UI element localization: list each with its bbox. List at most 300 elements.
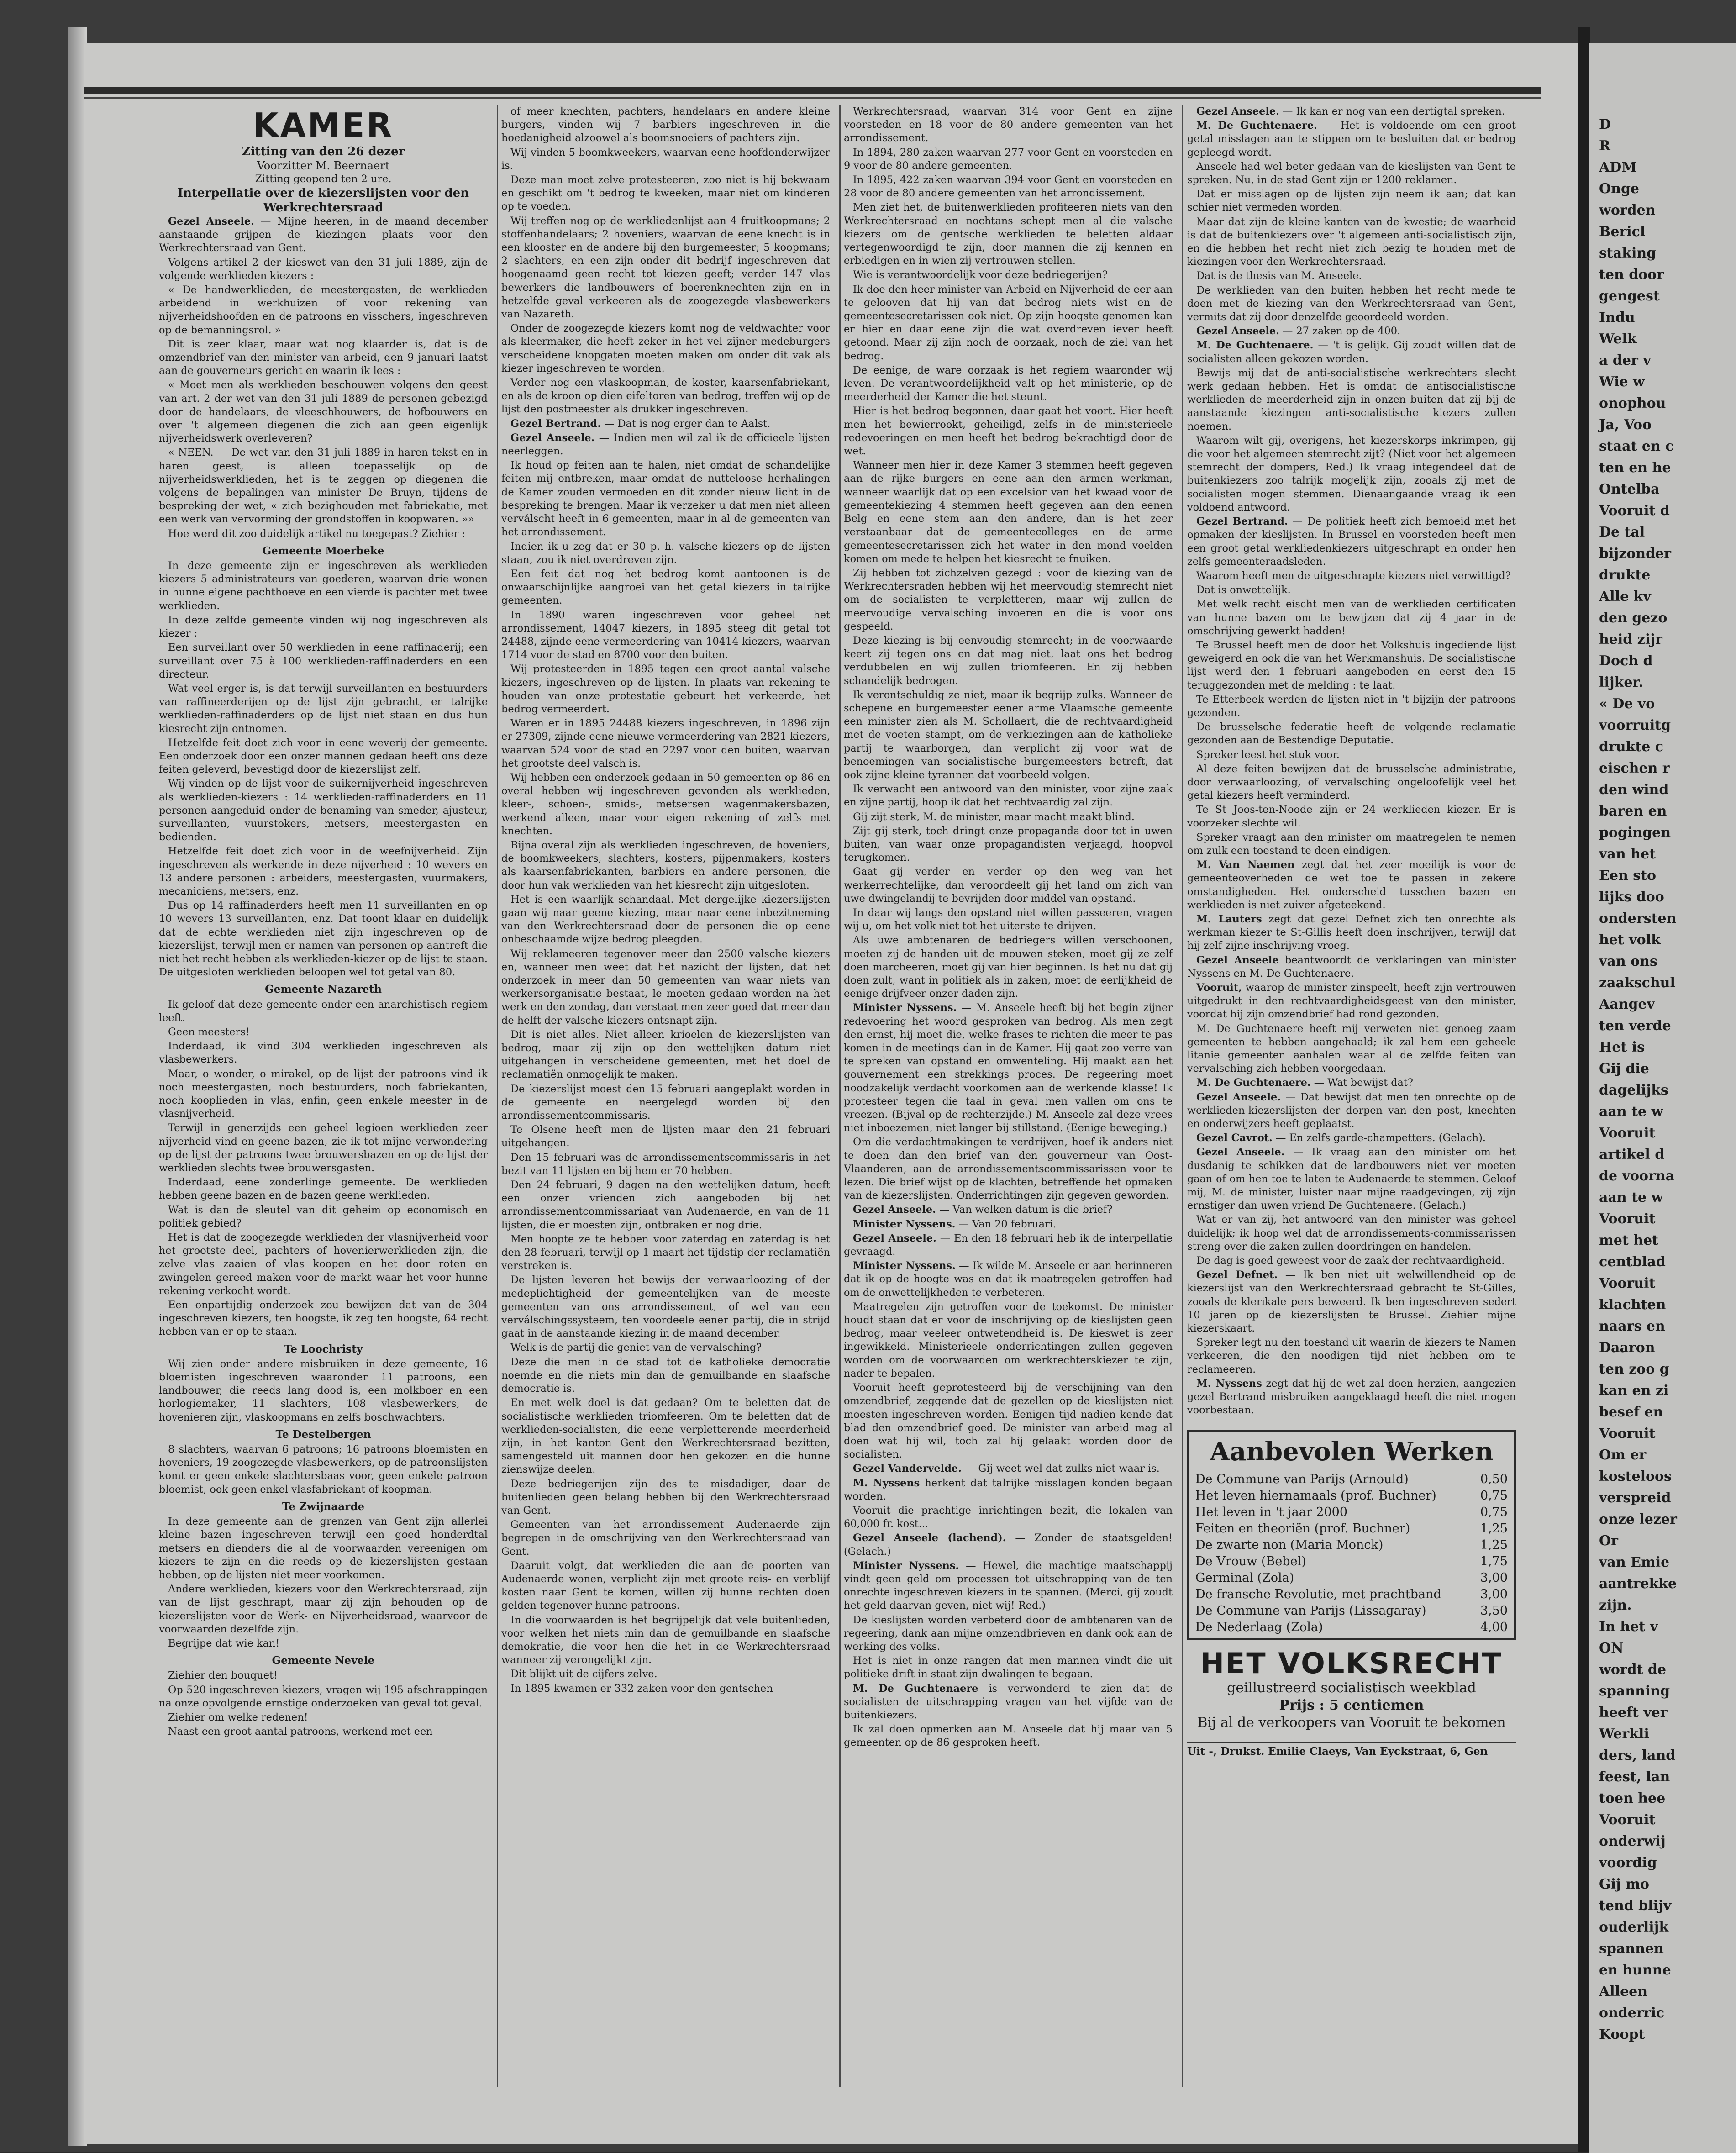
paragraph: [844, 1203, 1173, 1216]
speech-text: zegt dat het zeer moeilijk is voor de gemeenteoverheden de wet toe te passen in zekere omstandigheden. Het onderscheid tusschen bazen en werklieden is niet zuiver afgeteekend.: [1187, 859, 1516, 911]
paragraph: Te St Joos-ten-Noode zijn er 24 werklieden kiezer. Er is voorzeker slechte wil.: [1187, 804, 1516, 829]
speech-text: — Dat is nog erger dan te Aalst.: [600, 417, 771, 430]
column-rule: [839, 105, 841, 2087]
paragraph: [1187, 1091, 1516, 1131]
column-3-body: [844, 105, 1173, 1750]
speaker-name: M. De Guchtenaere.: [1196, 339, 1314, 352]
book-title: De Nederlaag (Zola): [1195, 1620, 1323, 1634]
book-title: De fransche Revolutie, met prachtband: [1195, 1587, 1441, 1601]
paragraph: Op 520 ingeschreven kiezers, vragen wij 195 afschrappingen na onze opvolgende ernstige onderzoeken van geval tot geval.: [159, 1684, 488, 1709]
paragraph: In deze zelfde gemeente vinden wij nog ingeschreven als kiezer :: [159, 614, 488, 640]
adjacent-page-text: a der v: [1599, 353, 1651, 368]
paragraph: In deze gemeente aan de grenzen van Gent zijn allerlei kleine bazen ingeschreven terwijl een goed honderdtal metsers en dienders die al de voorwaarden vereenigen om kiezers te zijn en die reeds op de kiezerslijsten gestaan hebben, op de lijsten niet meer voorkomen.: [159, 1516, 488, 1581]
adjacent-page-text: spannen: [1599, 1941, 1664, 1957]
paragraph: [844, 1232, 1173, 1258]
book-title: De zwarte non (Maria Monck): [1195, 1537, 1384, 1552]
adjacent-page-text: dagelijks: [1599, 1082, 1668, 1098]
paragraph: of meer knechten, pachters, handelaars en andere kleine burgers, vinden wij 7 barbiers ingeschreven in die hoedanigheid alzoowel als boomsnoeiers of pachters zijn.: [501, 105, 830, 144]
speaker-name: Gezel Anseele.: [168, 216, 254, 227]
adjacent-page-text: gengest: [1599, 288, 1660, 304]
speaker-name: Minister Nyssens.: [853, 1002, 957, 1014]
book-title: Germinal (Zola): [1195, 1570, 1294, 1585]
paragraph: De lijsten leveren het bewijs der verwaarloozing of der medeplichtigheid der gemeentelijken van de meeste gemeenten van ons arrondissement, of wel van een verválschingssysteem, ten voordeele eener partij, die in strijd gaat in de aanstaande kiezing in de maand december.: [501, 1274, 830, 1340]
adjacent-page-text: lijker.: [1599, 674, 1644, 690]
adjacent-page-text: Or: [1599, 1533, 1618, 1549]
speaker-name: Gezel Anseele: [1196, 954, 1279, 966]
paragraph: Deze man moet zelve protesteeren, zoo niet is hij bekwaam en geschikt om 't bedrog te kweeken, maar niet om kinderen op te voeden.: [501, 174, 830, 213]
adjacent-page-text: Om er: [1599, 1447, 1647, 1463]
paragraph: Maar dat zijn de kleine kanten van de kwestie; de waarheid is dat de buitenkiezers over 't algemeen anti-socialistisch zijn, en die hebben het recht niet zich bezig te houden met de kiezingen voor den Werkrechtersraad.: [1187, 216, 1516, 268]
book-list: [1195, 1471, 1508, 1636]
paragraph: [844, 1001, 1173, 1135]
paragraph: In 1894, 280 zaken waarvan 277 voor Gent en voorsteden en 9 voor de 80 andere gemeenten.: [844, 146, 1173, 172]
adjacent-page-text: Alle kv: [1599, 589, 1651, 605]
paragraph: Gaat gij verder en verder op den weg van het werkerrechtelijke, dan veroordeelt gij het land om zich van uwe dwingelandij te bevrijden door middel van opstand.: [844, 866, 1173, 905]
adjacent-page-text: den gezo: [1599, 610, 1668, 626]
column-3: [844, 105, 1173, 2082]
adjacent-page-text: met het: [1599, 1232, 1658, 1248]
adjacent-page-text: ten verde: [1599, 1018, 1671, 1034]
paragraph: Bewijs mij dat de anti-socialistische werkrechters slecht werk gedaan hebben. Het is omdat de antisocialistische werklieden de meerderheid zijn in onzen buiten dat zij bij de aanstaande kiezingen anti-socialistische kiezers zullen noemen.: [1187, 367, 1516, 432]
paragraph: [1187, 981, 1516, 1021]
speech-text: — Dat bewijst dat men ten onrechte op de werklieden-kiezerslijsten der dorpen van den post, knechten en onderwijzers heeft geplaatst.: [1187, 1091, 1516, 1130]
book-price: 3,50: [1480, 1603, 1508, 1618]
paragraph: Volgens artikel 2 der kieswet van den 31 juli 1889, zijn de volgende werklieden kiezers :: [159, 256, 488, 282]
paragraph: Daaruit volgt, dat werklieden die aan de poorten van Audenaerde wonen, verplicht zijn met groote reis- en verblijf kosten naar Gent te komen, willen zij hunne rechten doen gelden tegenover hunne patroons.: [501, 1559, 830, 1612]
speaker-name: M. De Guchtenaere.: [1196, 120, 1317, 132]
paragraph: Wanneer men hier in deze Kamer 3 stemmen heeft gegeven aan de rijke burgers en eene aan den armen werkman, wanneer waarlijk dat op een excelsior van het kwaad voor de gemeentekiezing 4 stemmen heeft gegeven aan den eenen Belg en eene stem aan den andere, dan is het zeer verstaanbaar dat de gemeentecolleges en de arme gemeentesecretarissen zich het water in den mond voelden komen om mede te helpen het kiesrecht te fnuiken.: [844, 459, 1173, 565]
adjacent-page-text: Aangev: [1599, 996, 1655, 1012]
paragraph: Wij vinden 5 boomkweekers, waarvan eene hoofdonderwijzer is.: [501, 146, 830, 172]
speech-text: — En den 18 februari heb ik de interpellatie gevraagd.: [844, 1232, 1173, 1258]
paragraph: Deze die men in de stad tot de katholieke democratie noemde en die niets min dan de gemuilbande en slaafsche democratie is.: [501, 1356, 830, 1395]
paragraph: Dit blijkt uit de cijfers zelve.: [510, 1668, 658, 1680]
paragraph: Gij zijt sterk, M. de minister, maar macht maakt blind.: [853, 811, 1135, 823]
paragraph: [1187, 1146, 1516, 1212]
adjacent-page-text: D: [1599, 116, 1611, 132]
adjacent-page-text: wordt de: [1599, 1662, 1666, 1678]
speech-text: zegt dat gezel Defnet zich ten onrechte als werkman kiezer te St-Gillis heeft doen inschrijven, terwijl dat hij zelf zijne inschrijving vroeg.: [1187, 913, 1516, 952]
top-rule-thin: [84, 97, 1541, 99]
paragraph: Spreker legt nu den toestand uit waarin de kiezers te Namen verkeeren, die den noodigen tijd niet hebben om te reclameeren.: [1187, 1337, 1516, 1375]
adjacent-page-text: Wie w: [1599, 374, 1645, 390]
paragraph: Den 15 februari was de arrondissementscommissaris in het bezit van 11 lijsten en bij hem er 70 hebben.: [501, 1151, 830, 1177]
speech-text: — Ik vraag aan den minister om het dusdanig te schikken dat de landbouwers niet ver moeten gaan of om hen toe te laten te Audenaerde te stemmen. Geloof mij, M. de minister, luister naar mijne raadgevingen, zij zijn ernstiger dan uwen vriend De Guchtenaere. (Gelach.): [1187, 1146, 1516, 1212]
paragraph: Te Etterbeek werden de lijsten niet in 't bijzijn der patroons gezonden.: [1187, 693, 1516, 719]
speaker-name: M. De Guchtenaere: [853, 1682, 978, 1695]
paragraph: Dit is zeer klaar, maar wat nog klaarder is, dat is de omzendbrief van den minister van arbeid, den 9 januari laatst aan de gouverneurs gericht en waarin ik lees :: [159, 338, 488, 377]
adjacent-page-text: R: [1599, 138, 1610, 154]
column-2-body: [501, 105, 830, 1695]
paragraph: Hoe werd dit zoo duidelijk artikel nu toegepast? Ziehier :: [168, 527, 465, 540]
adjacent-page-text: De tal: [1599, 524, 1645, 540]
adjacent-page-text: spanning: [1599, 1683, 1670, 1699]
speaker-name: Minister Nyssens.: [853, 1218, 956, 1230]
paragraph: Vooruit die prachtige inrichtingen bezit, die lokalen van 60,000 fr. kost...: [844, 1504, 1173, 1530]
paragraph: Anseele had wel beter gedaan van de kieslijsten van Gent te spreken. Nu, in de stad Gent zijn er 1200 reklamen.: [1187, 160, 1516, 186]
speech-text: waarop de minister zinspeelt, heeft zijn vertrouwen uitgedrukt in den rechtvaardigheidsgeest van den minister, voordat hij zijn omzendbrief had rond gezonden.: [1187, 982, 1516, 1021]
speaker-name: Gezel Anseele.: [1196, 1146, 1285, 1158]
paragraph: Ik verontschuldig ze niet, maar ik begrijp zulks. Wanneer de schepene en burgemeester eener arme Vlaamsche gemeente een minister zien als M. Schollaert, die de rechtvaardigheid met de voeten stampt, om de verkiezingen aan de katholieke partij te waarborgen, dan verplicht zij voor wat de benoemingen van socialistische burgemeesters betreft, dat ook zijne kleine tyrannen dat voorbeeld volgen.: [844, 689, 1173, 781]
volksrecht-price: Prijs : 5 centiemen: [1279, 1697, 1424, 1713]
paragraph: In daar wij langs den opstand niet willen passeeren, vragen wij u, om het volk niet tot het uiterste te drijven.: [844, 906, 1173, 932]
paragraph: 8 slachters, waarvan 6 patroons; 16 patroons bloemisten en hoveniers, 19 zoogezegde vlasbewerkers, op de patroonslijsten komt er geen enkele slachtersbaas voor, geen enkele patroon bloemist, ook geen enkel vlasfabriekant of koopman.: [159, 1443, 488, 1495]
speaker-name: Gezel Cavrot.: [1196, 1132, 1273, 1144]
speaker-name: M. Lauters: [1196, 913, 1262, 925]
adjacent-page-text: heid zijr: [1599, 632, 1662, 647]
printer-line: Uit -, Drukst. Emilie Claeys, Van Eyckstraat, 6, Gen: [1187, 1742, 1516, 1758]
adjacent-page-text: aan te w: [1599, 1190, 1663, 1205]
adjacent-page-text: Koopt: [1599, 2027, 1645, 2042]
book-price: 3,00: [1480, 1570, 1508, 1585]
speech-text: — Gij weet wel dat zulks niet waar is.: [961, 1463, 1160, 1475]
adjacent-page-text: Ontelba: [1599, 481, 1660, 497]
paragraph: Spreker vraagt aan den minister om maatregelen te nemen om zulk een toestand te doen eindigen.: [1187, 831, 1516, 857]
volksrecht-title: HET VOLKSRECHT: [1200, 1646, 1503, 1680]
book-row: [1195, 1471, 1508, 1488]
adjacent-page-text: naars en: [1599, 1318, 1665, 1334]
paragraph: De eenige, de ware oorzaak is het regiem waaronder wij leven. De verantwoordelijkheid valt op het ministerie, op de meerderheid der Kamer die het steunt.: [844, 364, 1173, 403]
paragraph: Deze kiezing is bij eenvoudig stemrecht; in de voorwaarde keert zij tegen ons en dat mag niet, laat ons het bedrog verdubbelen en wij zullen triomfeeren. En zij hebben schandelijk bedrogen.: [844, 634, 1173, 687]
top-rule: [84, 87, 1541, 94]
speech-text: — De politiek heeft zich bemoeid met het opmaken der kieslijsten. In Brussel en voorsteden heeft men een groot getal werkliedenkiezers uitgeschrapt en onder hen zelfs gemeenteraadsleden.: [1187, 516, 1516, 568]
adjacent-page-text: baren en: [1599, 803, 1667, 819]
session-chair: Voorzitter M. Beernaert: [257, 159, 390, 172]
paragraph: In deze gemeente zijn er ingeschreven als werklieden kiezers 5 administrateurs van goederen, waarvan drie wonen in hunne eigene pachthoeve en een vierde is pachter met twee werklieden.: [159, 560, 488, 612]
paragraph: Het is dat de zoogezegde werklieden der vlasnijverheid voor het grootste deel, pachters of hovenierwerklieden zijn, die zelve vlas zaaien of vlas koopen en het door roten en zwingelen gereed maken voor de markt waar het voor hunne rekening verkocht wordt.: [159, 1232, 488, 1297]
paragraph: Hetzelfde feit doet zich voor in de weefnijverheid. Zijn ingeschreven als werkende in deze nijverheid : 10 wevers en 13 andere personen : arbeiders, meestergasten, vuurmakers, mecaniciens, metsers, enz.: [159, 845, 488, 897]
paragraph: In 1895, 422 zaken waarvan 394 voor Gent en voorsteden en 28 voor de 80 andere gemeenten van het arrondissement.: [844, 174, 1173, 200]
adjacent-page-text: voorruitg: [1599, 717, 1671, 733]
paragraph: [1187, 1076, 1516, 1090]
paragraph: [159, 215, 488, 255]
adjacent-page-text: Vooruit: [1599, 1275, 1656, 1291]
paragraph: In die voorwaarden is het begrijpelijk dat vele buitenlieden, voor welken het niets min dan de gemuilbande en slaafsche demokratie, die voor hen die het in de Werkrechtersraad wanneer zij verongelijkt zijn.: [501, 1614, 830, 1666]
book-price: 1,25: [1480, 1537, 1508, 1552]
speech-text: — 27 zaken op de 400.: [1279, 325, 1401, 337]
paragraph: De brusselsche federatie heeft de volgende reclamatie gezonden aan de Bestendige Deputatie.: [1187, 721, 1516, 747]
adjacent-page-text: pogingen: [1599, 825, 1671, 841]
adjacent-page-text: staat en c: [1599, 438, 1674, 454]
paragraph: Inderdaad, eene zonderlinge gemeente. De werklieden hebben geene bazen en de bazen geene werklieden.: [159, 1176, 488, 1202]
speaker-name: M. Nyssens: [1196, 1377, 1262, 1390]
session-opened: Zitting geopend ten 2 ure.: [255, 173, 392, 185]
paragraph: Hier is het bedrog begonnen, daar gaat het voort. Hier heeft men het bewierrookt, geheiligd, zelfs in de ministerieele redevoeringen en men heeft het bedrog bekrachtigd door de wet.: [844, 405, 1173, 458]
adjacent-page-text: Vooruit: [1599, 1426, 1656, 1442]
book-price: 0,75: [1480, 1505, 1508, 1519]
paragraph: Men hoopte ze te hebben voor zaterdag en zaterdag is het den 28 februari, terwijl op 1 maart het tijdstip der reclamatiën verstreken is.: [501, 1233, 830, 1272]
paragraph: [501, 432, 830, 458]
paragraph: Bijna overal zijn als werklieden ingeschreven, de hoveniers, de boomkweekers, slachters, kosters, pijpenmakers, kosters als kaarsenfabriekanten, barbiers en andere personen, die door hun vak werklieden van het kiesrecht zijn uitgesloten.: [501, 839, 830, 891]
paragraph: Het is een waarlijk schandaal. Met dergelijke kiezerslijsten gaan wij naar geene kiezing, maar naar eene inbezitneming van den Werkrechtersraad door de personen die op eene onbeschaamde wijze bedrog pleegden.: [501, 893, 830, 946]
column-4-body: [1187, 105, 1516, 1417]
adjacent-page-edge: [1589, 43, 1736, 2153]
book-row: [1195, 1504, 1508, 1521]
speech-text: — En zelfs garde-champetters. (Gelach).: [1272, 1132, 1486, 1144]
binding-gutter: [1578, 27, 1590, 2152]
paragraph: Wij protesteerden in 1895 tegen een groot aantal valsche kiezers, ingeschreven op de lijsten. In plaats van rekening te houden van onze protestatie gebeurt het verkeerde, het bedrog vermeerdert.: [501, 663, 830, 715]
paragraph: De kieslijsten worden verbeterd door de ambtenaren van de regeering, dank aan mijne omzendbrieven en dank ook aan de werking des volks.: [844, 1614, 1173, 1653]
speech-text: — Het is voldoende om een groot getal misslagen aan te stippen om te besluiten dat er bedrog gepleegd wordt.: [1187, 120, 1516, 158]
adjacent-page-text: ten zoo g: [1599, 1361, 1669, 1377]
paragraph: [844, 1532, 1173, 1558]
paragraph: [1187, 858, 1516, 912]
adjacent-page-text: ten door: [1599, 267, 1664, 283]
adjacent-page-text: toen hee: [1599, 1790, 1666, 1806]
paragraph: [1187, 515, 1516, 569]
speaker-name: Gezel Bertrand.: [1196, 516, 1288, 528]
paragraph: Wij zien onder andere misbruiken in deze gemeente, 16 bloemisten ingeschreven waaronder 11 patroons, een landbouwer, die reeds lang dood is, een molkboer en een horlogiemaker, 11 slachters, 108 vlasbewerkers, de hovenieren zijn, vlaskoopmans en zelfs boschwachters.: [159, 1358, 488, 1423]
paragraph: [844, 1559, 1173, 1613]
speaker-name: Gezel Defnet.: [1196, 1269, 1278, 1281]
paragraph: Geen meesters!: [168, 1026, 250, 1038]
paragraph: Welk is de partij die geniet van de vervalsching?: [510, 1342, 762, 1354]
book-price: 0,75: [1480, 1488, 1508, 1503]
adjacent-page-text: tend blijv: [1599, 1898, 1672, 1914]
paragraph: Vooruit heeft geprotesteerd bij de verschijning van den omzendbrief, zeggende dat de gezellen op de kieslijsten niet moesten ingeschreven worden. Eenigen tijd nadien kende dat blad den omzendbrief goed. De minister van arbeid mag al doen wat hij wil, toch zal hij gelaakt worden door de socialisten.: [844, 1382, 1173, 1461]
paragraph: Wij treffen nog op de werkliedenlijst aan 4 fruitkoopmans; 2 stoffenhandelaars; 2 hoveniers, waarvan de eene knecht is in een klooster en de andere bij den burgemeester; 5 koopmans; 2 slachters, en een zijn onder dit bedrijf ingeschreven dat hoogenaamd geen recht tot kiezen geeft; verder 147 vlas bewerkers die landbouwers of boerenknechten zijn en in hetzelfde geval verkeeren als de zoogezegde vlasbewerkers van Nazareth.: [501, 215, 830, 321]
paragraph: Een surveillant over 50 werklieden in eene raffinaderij; een surveillant over 75 à 100 werklieden-raffinaderders en een directeur.: [159, 642, 488, 680]
book-title: Het leven hiernamaals (prof. Buchner): [1195, 1488, 1436, 1503]
adjacent-page-text: ondersten: [1599, 911, 1677, 926]
adjacent-page-text: Ja, Voo: [1599, 417, 1652, 433]
column-1: [159, 105, 488, 2082]
speech-text: — 't is gelijk. Gij zoudt willen dat de socialisten alleen gekozen worden.: [1187, 339, 1516, 365]
paragraph: Een feit dat nog het bedrog komt aantoonen is de onwaarschijnlijke aangroei van het getal kiezers in talrijke gemeenten.: [501, 568, 830, 607]
adjacent-page-text: feest, lan: [1599, 1769, 1670, 1785]
paragraph: De werklieden van den buiten hebben het recht mede te doen met de kiezing van den Werkrechtersraad van Gent, vermits dat zij door denzelfde geoordeeld worden.: [1187, 284, 1516, 323]
adjacent-page-text: onderwij: [1599, 1833, 1666, 1849]
paragraph: « Moet men als werklieden beschouwen volgens den geest van art. 2 der wet van den 31 juli 1889 de personen gebezigd door de handelaars, de vleeschhouwers, de hofbouwers en over 't algemeen diegenen die zich aan geen eigenlijk nijverheidswerk overleveren?: [159, 379, 488, 445]
speaker-name: Gezel Anseele.: [1196, 325, 1279, 337]
speaker-name: Minister Nyssens.: [853, 1559, 959, 1572]
adjacent-page-text: ADM: [1599, 159, 1637, 175]
speech-text: — Wat bewijst dat?: [1310, 1077, 1413, 1089]
subheading: Gemeente Moerbeke: [262, 544, 384, 557]
speaker-name: Vooruit,: [1196, 982, 1242, 994]
book-row: [1195, 1619, 1508, 1636]
paragraph: Indien ik u zeg dat er 30 p. h. valsche kiezers op de lijsten staan, zou ik niet overdreven zijn.: [501, 540, 830, 566]
paragraph: Als uwe ambtenaren de bedriegers willen verschoonen, moeten zij de handen uit de mouwen steken, moet gij ze zelf doen marcheeren, moet gij van hier beginnen. Is het nu dat gij doen zult, want in politiek als in zaken, moet de eerlijkheid de eenige drijfveer onzer daden zijn.: [844, 934, 1173, 1000]
book-row: [1195, 1570, 1508, 1586]
paragraph: Het is niet in onze rangen dat men mannen vindt die uit politieke drift in staat zijn dwalingen te begaan.: [844, 1655, 1173, 1680]
paragraph: [1187, 119, 1516, 159]
speech-text: — Hewel, die machtige maatschappij vindt geen geld om processen tot uitschrapping van de ten onrechte ingeschreven kiezers in te spannen. (Merci, gij zoudt het geld daarvan geven, niet wij! Red.): [844, 1559, 1173, 1612]
paragraph: Een onpartijdig onderzoek zou bewijzen dat van de 304 ingeschreven kiezers, ten hoogste, ik zeg ten hoogste, 64 recht hebben van er op te staan.: [159, 1299, 488, 1338]
paragraph: [1187, 339, 1516, 365]
paragraph: Deze bedriegerijen zijn des te misdadiger, daar de buitenlieden geen belang hebben bij den Werkrechtersraad van Gent.: [501, 1478, 830, 1516]
book-title: De Commune van Parijs (Arnould): [1195, 1472, 1409, 1486]
column-2: [501, 105, 830, 2082]
volksrecht-subtitle: geillustreerd socialistisch weekblad: [1227, 1679, 1476, 1696]
adjacent-page-text: ouderlijk: [1599, 1919, 1669, 1935]
adjacent-page-text: drukte: [1599, 567, 1651, 583]
speaker-name: M. Nyssens: [853, 1477, 920, 1489]
paragraph: Ik doe den heer minister van Arbeid en Nijverheid de eer aan te gelooven dat hij van dat bedrog niets wist en de gemeentesecretarissen ook niet. Op zijn hoogste genomen kan er hier en daar eene zijn die wat overdreven iever heeft getoond. Maar zij zijn noch de oorzaak, noch de ziel van het bedrog.: [844, 283, 1173, 362]
paragraph: Wat is dan de sleutel van dit geheim op economisch en politiek gebied?: [159, 1204, 488, 1229]
paragraph: Ik verwacht een antwoord van den minister, voor zijne zaak en zijne partij, hoop ik dat het rechtvaardig zal zijn.: [844, 783, 1173, 809]
adjacent-page-text: zaakschul: [1599, 975, 1675, 991]
adjacent-page-text: Gij mo: [1599, 1876, 1650, 1892]
adjacent-page-text: Doch d: [1599, 653, 1653, 669]
column-1-body: [159, 215, 488, 1738]
paragraph: De kiezerslijst moest den 15 februari aangeplakt worden in de gemeente en neergelegd worden bij den arrondissementcommissaris.: [501, 1083, 830, 1122]
speaker-name: Gezel Anseele (lachend).: [853, 1532, 1006, 1544]
speaker-name: Gezel Anseele.: [1196, 105, 1279, 117]
book-price: 1,75: [1480, 1554, 1508, 1569]
adjacent-page-text: klachten: [1599, 1297, 1666, 1313]
book-row: [1195, 1603, 1508, 1619]
paragraph: « NEEN. — De wet van den 31 juli 1889 in haren tekst en in haren geest, is alleen toepasselijk op de nijverheidswerklieden, het is te zeggen op diegenen die volgens de bepalingen van minister De Bruyn, tijdens de bespreking der wet, « zich bezighouden met fabriekatie, met een werk van vervorming der grondstoffen in koopwaren. »»: [159, 447, 488, 526]
adjacent-page-text: artikel d: [1599, 1147, 1665, 1163]
paragraph: [1187, 1377, 1516, 1417]
interpellation-heading: Interpellatie over de kiezerslijsten voor den Werkrechtersraad: [177, 186, 469, 215]
paragraph: [1187, 1269, 1516, 1335]
adjacent-page-text: aantrekke: [1599, 1576, 1677, 1592]
column-rule: [1182, 105, 1183, 2087]
adjacent-page-text: bijzonder: [1599, 546, 1671, 562]
adjacent-page-text: Welk: [1599, 331, 1637, 347]
adjacent-page-text: het volk: [1599, 932, 1661, 948]
paragraph: Wie is verantwoordelijk voor deze bedriegerijen?: [853, 269, 1108, 281]
paragraph: [501, 417, 830, 431]
book-price: 3,00: [1480, 1587, 1508, 1601]
paragraph: Te Brussel heeft men de door het Volkshuis ingediende lijst geweigerd en ook die van het Werkmanshuis. De socialistische lijst werd den 1 februari aangeboden en eerst den 15 teruggezonden met de melding : te laat.: [1187, 639, 1516, 691]
adjacent-page-text: Vooruit: [1599, 1125, 1656, 1141]
speech-text: — Zonder de staatsgelden! (Gelach.): [844, 1532, 1173, 1558]
adjacent-page-text: en hunne: [1599, 1962, 1671, 1978]
subheading: Te Zwijnaarde: [282, 1500, 365, 1513]
speaker-name: M. De Guchtenaere.: [1196, 1077, 1311, 1089]
adjacent-page-text: Onge: [1599, 181, 1640, 197]
book-title: Het leven in 't jaar 2000: [1195, 1505, 1348, 1519]
paragraph: [844, 1682, 1173, 1722]
speech-text: herkent dat talrijke misslagen konden begaan worden.: [844, 1477, 1173, 1502]
adjacent-page-text: staking: [1599, 245, 1657, 261]
adjacent-page-text: van het: [1599, 846, 1656, 862]
paragraph: In 1895 kwamen er 332 zaken voor den gentschen: [510, 1682, 773, 1695]
book-row: [1195, 1537, 1508, 1553]
adjacent-page-text: Het is: [1599, 1039, 1645, 1055]
paragraph: Wij vinden op de lijst voor de suikernijverheid ingeschreven als werklieden-kiezers : 14 werklieden-raffinaderders en 11 personen aangeduid onder de benaming van smeder, ajusteur, surveillanten, vuurstokers, metsers, meestergasten en bedienden.: [159, 778, 488, 843]
speech-text: — Van welken datum is die brief?: [936, 1204, 1113, 1216]
paragraph: Wij reklameeren tegenover meer dan 2500 valsche kiezers en, wanneer men weet dat het nazicht der lijsten, dat het onderzoek in meer dan 50 gemeenten van waar niets van werkersorganisatie bestaat, le moeten gedaan worden na het werk en den zondag, dan verstaat men zeer goed dat meer dan de helft der valsche kiezers ontsnapt zijn.: [501, 948, 830, 1026]
adjacent-page-text: Bericl: [1599, 224, 1646, 240]
paragraph: Hetzelfde feit doet zich voor in eene weverij der gemeente. Een onderzoek door een onzer mannen gedaan heeft ons deze feiten geleverd, bevestigd door de kiezerslijst zelf.: [159, 737, 488, 776]
adjacent-page-text: ten en he: [1599, 460, 1671, 476]
paragraph: [844, 1259, 1173, 1300]
paragraph: Werkrechtersraad, waarvan 314 voor Gent en zijne voorsteden en 18 voor de 80 andere gemeenten van het arrondissement.: [844, 105, 1173, 144]
paragraph: « De handwerklieden, de meestergasten, de werklieden arbeidend in werkhuizen of voor rekening van nijverheidshoofden en de patroons en visschers, ingeschreven op de bemanningsrol. »: [159, 284, 488, 336]
speech-text: — Ik kan er nog van een dertigtal spreken.: [1279, 105, 1505, 117]
book-row: [1195, 1488, 1508, 1504]
speech-text: beantwoordt de verklaringen van minister Nyssens en M. De Guchtenaere.: [1187, 954, 1516, 979]
subheading: Gemeente Nevele: [272, 1654, 375, 1667]
paragraph: Om die verdachtmakingen te verdrijven, hoef ik anders niet te doen dan den brief van den gouverneur van Oost-Vlaanderen, aan de arrondissementscommissarissen voor te lezen. Die brief wijst op de klachten, betreffende het opmaken van de kiezerslijsten. Onderrichtingen zijn gegeven geworden.: [844, 1136, 1173, 1202]
volksrecht-sale: Bij al de verkoopers van Vooruit te bekomen: [1197, 1714, 1506, 1731]
speaker-name: Minister Nyssens.: [853, 1260, 956, 1272]
speaker-name: Gezel Anseele.: [510, 432, 595, 444]
adjacent-page-text: onophou: [1599, 395, 1666, 411]
adjacent-page-text: zijn.: [1599, 1597, 1632, 1613]
paragraph: [1187, 913, 1516, 953]
paragraph: Maatregelen zijn getroffen voor de toekomst. De minister houdt staan dat er voor de inschrijving op de kieslijsten geen bedrog, maar veeleer ontwetendheid is. De kieswet is zeer ingewikkeld. Ministerieele onderrichtingen zullen gegeven worden om de voorwaarden om werkrechterskiezer te zijn, nader te bepalen.: [844, 1300, 1173, 1379]
paragraph: In 1890 waren ingeschreven voor geheel het arrondissement, 14047 kiezers, in 1895 steeg dit getal tot 24488, zijnde eene vermeerdering van 10414 kiezers, waarvan 1714 voor de stad en 8700 voor den buiten.: [501, 609, 830, 661]
paragraph: [844, 1477, 1173, 1503]
adjacent-page-text: kosteloos: [1599, 1469, 1672, 1484]
speaker-name: Gezel Bertrand.: [510, 417, 601, 430]
adjacent-page-text: Vooruit: [1599, 1812, 1656, 1828]
speech-text: — Mijne heeren, in de maand december aanstaande grijpen de kiezingen plaats voor den Werkrechtersraad van Gent.: [159, 216, 488, 254]
paragraph: Dit is niet alles. Niet alleen krioelen de kiezerslijsten van bedrog, maar zij zijn op den wettelijken datum niet uitgehangen in verscheidene gemeenten, met het doel de reclamatiën onmogelijk te maken.: [501, 1028, 830, 1081]
paragraph: Maar, o wonder, o mirakel, op de lijst der patroons vind ik noch meestergasten, noch bestuurders, noch fabriekanten, noch kooplieden in vlas, enfin, geen enkele meester in de vlasnijverheid.: [159, 1068, 488, 1120]
paragraph: Ik geloof dat deze gemeente onder een anarchistisch regiem leeft.: [159, 998, 488, 1024]
paragraph: [1187, 1132, 1516, 1145]
paragraph: Wat er van zij, het antwoord van den minister was geheel duidelijk; ik hoop wel dat de arrondissements-commissarissen streng over die zaken zullen doordringen en handelen.: [1187, 1214, 1516, 1253]
adjacent-page-text: onze lezer: [1599, 1511, 1677, 1527]
paragraph: Verder nog een vlaskoopman, de koster, kaarsenfabriekant, en als de kroon op dien eifeltoren van bedrog, treffen wij op de lijst den postmeester als drukker ingeschreven.: [501, 377, 830, 416]
adjacent-page-text: « De vo: [1599, 696, 1655, 712]
column-rule: [497, 105, 498, 2087]
paragraph: Wat veel erger is, is dat terwijl surveillanten en bestuurders van raffineerderijen op de lijst zijn gebracht, er talrijke werklieden-raffinaderders op de lijst niet staan en dus hun kiesrecht zijn ontnomen.: [159, 682, 488, 735]
paragraph: Ziehier om welke redenen!: [168, 1711, 308, 1723]
paragraph: Zij hebben tot zichzelven gezegd : voor de kiezing van de Werkrechtersraden hebben wij het meervoudig stemrecht niet om de socialisten te verpletteren, maar wij zullen de meervoudige vervalsching invoeren en die is voor ons gespeeld.: [844, 567, 1173, 632]
paragraph: [844, 1218, 1173, 1231]
adjacent-page-text: Daaron: [1599, 1340, 1655, 1356]
speech-text: — Ik wilde M. Anseele er aan herinneren dat ik op de hoogte was en dat ik maatregelen getroffen had om de onwettelijkheden te verbeteren.: [844, 1260, 1173, 1299]
adjacent-page-text: Werkli: [1599, 1726, 1649, 1742]
paragraph: Ziehier den bouquet!: [168, 1669, 278, 1682]
adjacent-page-text: voordig: [1599, 1855, 1657, 1871]
subheading: Te Loochristy: [284, 1342, 363, 1355]
subheading: Te Destelbergen: [275, 1428, 371, 1441]
paragraph: Waren er in 1895 24488 kiezers ingeschreven, in 1896 zijn er 27309, zijnde eene nieuwe vermeerdering van 2821 kiezers, waarvan 524 voor de stad en 2297 voor den buiten, waarvan het grootste deel valsch is.: [501, 717, 830, 769]
adjacent-page-text: van ons: [1599, 953, 1657, 969]
speaker-name: Gezel Anseele.: [1196, 1091, 1281, 1103]
paragraph: Al deze feiten bewijzen dat de brusselsche administratie, door verwaarloozing, of vervalsching ongeloofelijk veel het getal kiezers heeft verminderd.: [1187, 763, 1516, 802]
book-price: 1,25: [1480, 1521, 1508, 1536]
speech-text: — M. Anseele heeft bij het begin zijner redevoering het woord gesproken van bedrog. Als men zegt den ernst, hij moet die, welke frases te richten die meer te pas komen in de meetings dan in de Kamer. Hij gaat zoo verre van te spreken van opstand en omwenteling. Hij maakt aan het gouvernement een strekkings proces. De regeering moet noodzakelijk verdacht voorkomen aan de werkende klasse! Ik protesteer tegen die taal in geval men vallen om ons te vreezen. (Bijval op de rechterzijde.) M. Anseele zal deze vrees niet inboezemen, niet langer bij stillstand. (Eenige beweging.): [844, 1002, 1173, 1134]
book-title: De Vrouw (Bebel): [1195, 1554, 1306, 1569]
paragraph: De dag is goed geweest voor de zaak der rechtvaardigheid.: [1196, 1255, 1505, 1267]
adjacent-page-text: worden: [1599, 202, 1656, 218]
speech-text: zegt dat hij de wet zal doen herzien, aangezien gezel Bertrand misbruiken aangeklaagd heeft die niet mogen voorbestaan.: [1187, 1377, 1516, 1416]
paragraph: Spreker leest het stuk voor.: [1196, 748, 1340, 761]
paragraph: Naast een groot aantal patroons, werkend met een: [168, 1726, 433, 1738]
adjacent-page-text: van Emie: [1599, 1554, 1670, 1570]
adjacent-page-text: Indu: [1599, 310, 1635, 326]
column-4: [1187, 105, 1516, 2082]
adjacent-page-text: besef en: [1599, 1404, 1663, 1420]
adjacent-page-text: Gij die: [1599, 1061, 1649, 1077]
adjacent-page-text: den wind: [1599, 782, 1669, 798]
paragraph: [1187, 954, 1516, 980]
adjacent-page-text: Een sto: [1599, 868, 1656, 884]
adjacent-page-text: centblad: [1599, 1254, 1666, 1270]
adjacent-page-text: eischen r: [1599, 760, 1670, 776]
adjacent-page-text: de voorna: [1599, 1168, 1675, 1184]
paragraph: Gemeenten van het arrondissement Audenaerde zijn begrepen in de omschrijving van den Werkrechtersraad van Gent.: [501, 1519, 830, 1558]
paragraph: En met welk doel is dat gedaan? Om te beletten dat de socialistische werklieden triomfeeren. Om te beletten dat de werklieden-socialisten, die eene verpletterende meerderheid zijn, in het kanton Gent den Werkrechtersraad bezitten, samengesteld uit mannen door hen gekozen en die hunne zienswijze deelen.: [501, 1397, 830, 1476]
paragraph: M. De Guchtenaere heeft mij verweten niet genoeg zaam gemeenten te hebben aangehaald; ik zal hem een geheele litanie gemeenten aanhalen waar al de zelfde feiten van vervalsching zich hebben voorgedaan.: [1187, 1022, 1516, 1075]
adjacent-page-text: aan te w: [1599, 1104, 1663, 1120]
book-title: De Commune van Parijs (Lissagaray): [1195, 1603, 1426, 1618]
book-price: 0,50: [1480, 1472, 1508, 1486]
speaker-name: Gezel Vandervelde.: [853, 1463, 962, 1475]
book-title: Feiten en theoriën (prof. Buchner): [1195, 1521, 1410, 1536]
book-price: 4,00: [1480, 1620, 1508, 1634]
speaker-name: M. Van Naemen: [1196, 859, 1295, 871]
